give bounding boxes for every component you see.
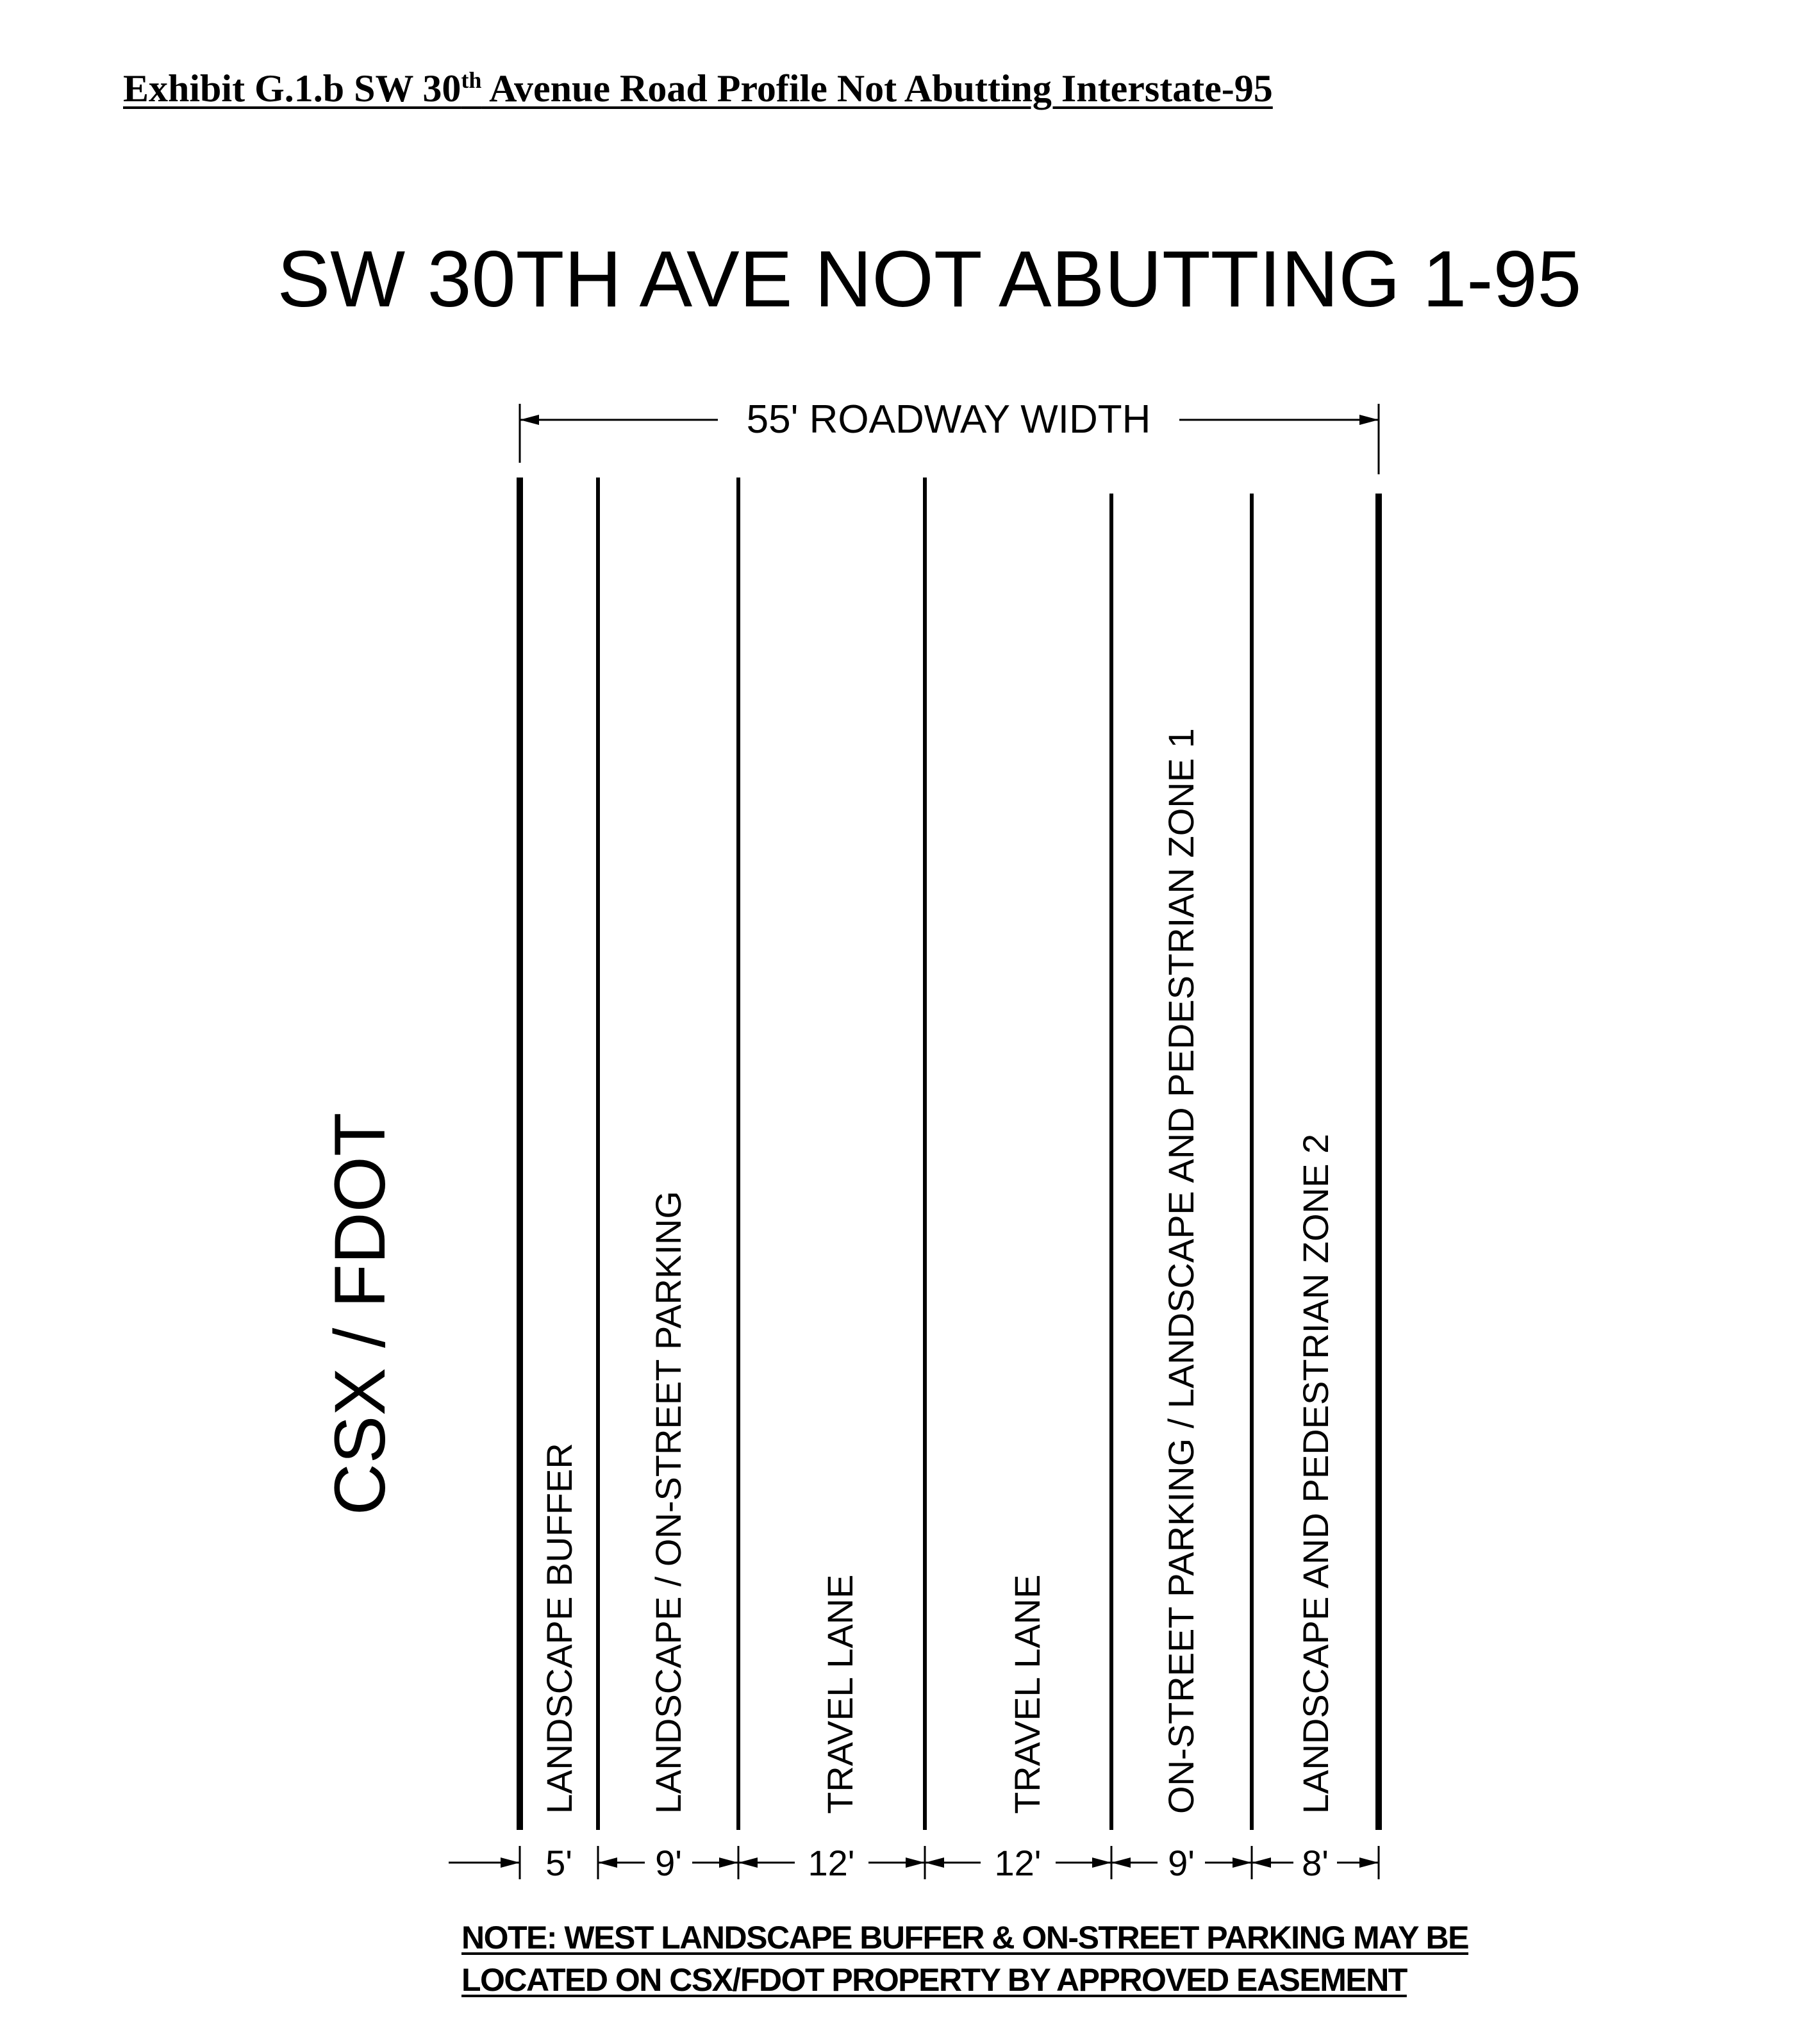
- zone-label-landscape-on-street-parking: LANDSCAPE / ON-STREET PARKING: [648, 1191, 688, 1814]
- zone-width-6: 8': [1302, 1843, 1329, 1883]
- zone-label-landscape-buffer: LANDSCAPE BUFFER: [539, 1443, 579, 1814]
- note-line-2: LOCATED ON CSX/FDOT PROPERTY BY APPROVED EASEMENT: [461, 1962, 1407, 1998]
- zone-label-travel-lane-1: TRAVEL LANE: [820, 1574, 860, 1814]
- zone-width-2: 9': [655, 1843, 682, 1883]
- zone-label-pedestrian-zone-2: LANDSCAPE AND PEDESTRIAN ZONE 2: [1295, 1133, 1336, 1814]
- overall-width-dimension: [520, 397, 1379, 474]
- side-label-csx-fdot: CSX / FDOT: [320, 1112, 400, 1516]
- zone-width-5: 9': [1168, 1843, 1195, 1883]
- easement-note: [461, 1916, 1468, 2001]
- zone-label-parking-pedestrian-zone-1: ON-STREET PARKING / LANDSCAPE AND PEDESTRIAN ZONE 1: [1161, 728, 1201, 1814]
- note-line-1: NOTE: WEST LANDSCAPE BUFFER & ON-STREET PARKING MAY BE: [461, 1920, 1468, 1956]
- overall-width-label: 55' ROADWAY WIDTH: [746, 397, 1151, 442]
- exhibit-heading: Exhibit G.1.b SW 30th Avenue Road Profile Not Abutting Interstate-95: [123, 67, 1273, 110]
- diagram-title: SW 30TH AVE NOT ABUTTING 1-95: [277, 235, 1582, 324]
- zone-width-3: 12': [808, 1843, 855, 1883]
- zone-width-dimensions: [449, 1843, 1379, 1883]
- zone-width-4: 12': [994, 1843, 1042, 1883]
- zone-label-travel-lane-2: TRAVEL LANE: [1007, 1574, 1047, 1814]
- zone-width-1: 5': [545, 1843, 572, 1883]
- zone-labels: [539, 728, 1336, 1814]
